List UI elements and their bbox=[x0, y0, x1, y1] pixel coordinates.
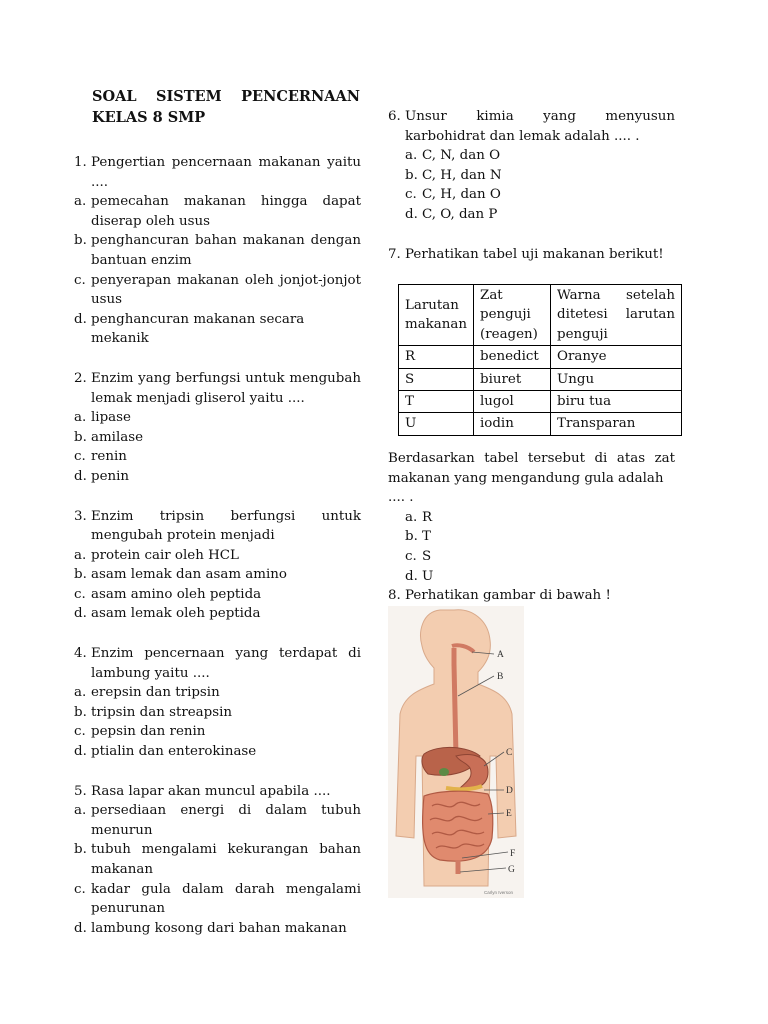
option-line: renin bbox=[91, 449, 127, 465]
option-line: menurun bbox=[91, 822, 153, 838]
table-cell: Transparan bbox=[551, 413, 682, 435]
option-line: tripsin dan streapsin bbox=[91, 704, 233, 720]
left-column bbox=[74, 153, 361, 938]
option bbox=[74, 604, 361, 624]
question-line: lemak menjadi gliserol yaitu .... bbox=[91, 390, 305, 406]
option-line: asam lemak dan asam amino bbox=[91, 567, 287, 583]
option bbox=[74, 408, 361, 428]
question-text: Perhatikan gambar di bawah ! bbox=[405, 588, 611, 604]
table-cell: biuret bbox=[474, 368, 551, 390]
figure-label: G bbox=[508, 865, 515, 875]
question-number: 4. bbox=[74, 646, 87, 662]
page-title bbox=[92, 86, 360, 128]
header-line: (reagen) bbox=[480, 326, 538, 342]
table-cell: T bbox=[399, 391, 474, 413]
option-letter: a. bbox=[74, 547, 87, 563]
option-letter: d. bbox=[74, 468, 87, 484]
question-8-stem bbox=[388, 586, 675, 606]
option-letter: b. bbox=[405, 529, 418, 545]
figure-label: C bbox=[506, 748, 513, 758]
question-7-followup bbox=[388, 449, 675, 606]
option-line: ptialin dan enterokinase bbox=[91, 744, 257, 760]
option-text: C, O, dan P bbox=[422, 206, 498, 222]
option-letter: b. bbox=[74, 429, 87, 445]
table-row bbox=[399, 368, 682, 390]
option-letter: b. bbox=[74, 704, 87, 720]
title-word: SISTEM bbox=[156, 88, 222, 105]
question-5 bbox=[74, 782, 361, 939]
question-stem bbox=[74, 782, 361, 802]
option-text: S bbox=[422, 548, 432, 564]
digestive-system-illustration bbox=[388, 606, 524, 898]
table-header-cell bbox=[399, 285, 474, 346]
option-letter: d. bbox=[74, 606, 87, 622]
option-letter: b. bbox=[74, 842, 87, 858]
option-letter: c. bbox=[74, 586, 86, 602]
figure-label: F bbox=[510, 849, 516, 859]
option-letter: c. bbox=[74, 449, 86, 465]
table-cell: benedict bbox=[474, 346, 551, 368]
title-word: PENCERNAAN bbox=[241, 88, 360, 105]
table-cell: Ungu bbox=[551, 368, 682, 390]
question-line: Berdasarkan tabel tersebut di atas zat bbox=[388, 451, 675, 466]
option bbox=[405, 547, 675, 567]
question-line: Enzim yang berfungsi untuk mengubah bbox=[91, 370, 361, 386]
question-line: lambung yaitu .... bbox=[91, 665, 210, 681]
question-6 bbox=[388, 107, 675, 225]
option-letter: a. bbox=[74, 685, 87, 701]
option-line: kadar gula dalam darah mengalami bbox=[91, 881, 361, 897]
table-row bbox=[399, 413, 682, 435]
header-line: Zat bbox=[480, 288, 503, 303]
option bbox=[74, 840, 361, 879]
question-7-stem bbox=[388, 245, 675, 265]
question-number: 8. bbox=[388, 588, 401, 604]
table-cell: iodin bbox=[474, 413, 551, 435]
option-line: penin bbox=[91, 468, 130, 484]
food-test-table bbox=[398, 284, 682, 436]
option-line: amilase bbox=[91, 429, 144, 445]
table-header-cell bbox=[474, 285, 551, 346]
question-text: Perhatikan tabel uji makanan berikut! bbox=[405, 247, 664, 262]
option-letter: a. bbox=[405, 148, 418, 164]
option-letter: d. bbox=[74, 311, 87, 327]
option bbox=[74, 703, 361, 723]
option bbox=[74, 585, 361, 605]
option-letter: c. bbox=[74, 272, 86, 288]
question-number: 3. bbox=[74, 508, 87, 524]
question-stem bbox=[74, 507, 361, 546]
option bbox=[74, 428, 361, 448]
option-letter: c. bbox=[74, 724, 86, 740]
option-letter: a. bbox=[74, 410, 87, 426]
table-cell: Oranye bbox=[551, 346, 682, 368]
header-line: Larutan bbox=[405, 297, 459, 313]
option-text: U bbox=[422, 568, 434, 584]
option-text: C, N, dan O bbox=[422, 148, 501, 164]
option bbox=[405, 527, 675, 547]
question-line: Enzim tripsin berfungsi untuk bbox=[91, 508, 361, 524]
option-line: penghancuran bahan makanan dengan bbox=[91, 233, 361, 249]
option-line: bantuan enzim bbox=[91, 252, 192, 268]
option bbox=[74, 231, 361, 270]
option-letter: c. bbox=[74, 881, 86, 897]
table-cell: S bbox=[399, 368, 474, 390]
title-word: SOAL bbox=[92, 88, 137, 105]
option-letter: d. bbox=[74, 744, 87, 760]
header-line: makanan bbox=[405, 317, 468, 333]
option bbox=[405, 185, 675, 205]
option-line: persediaan energi di dalam tubuh bbox=[91, 803, 361, 819]
figure-label: A bbox=[497, 650, 504, 660]
option-line: lambung kosong dari bahan makanan bbox=[91, 920, 347, 936]
option-line: lipase bbox=[91, 410, 131, 426]
option bbox=[405, 567, 675, 587]
question-4 bbox=[74, 644, 361, 762]
option-line: erepsin dan tripsin bbox=[91, 685, 220, 701]
question-number: 1. bbox=[74, 155, 87, 170]
figure-label: D bbox=[506, 786, 513, 796]
option-letter: d. bbox=[74, 920, 87, 936]
question-line: Pengertian pencernaan makanan yaitu bbox=[91, 155, 361, 170]
question-number: 6. bbox=[388, 109, 401, 124]
option-letter: a. bbox=[74, 803, 87, 819]
option-line: asam lemak oleh peptida bbox=[91, 606, 261, 622]
option bbox=[74, 801, 361, 840]
option bbox=[405, 508, 675, 528]
header-line: Warna setelah bbox=[557, 288, 675, 303]
table-header-row bbox=[399, 285, 682, 346]
option bbox=[74, 742, 361, 762]
question-number: 5. bbox=[74, 783, 87, 799]
question-1 bbox=[74, 153, 361, 349]
header-line: penguji bbox=[557, 326, 608, 342]
option-line: penurunan bbox=[91, 901, 166, 917]
option-line: penghancuran makanan secara mekanik bbox=[91, 311, 305, 347]
question-stem bbox=[74, 369, 361, 408]
option bbox=[74, 447, 361, 467]
figure-label: E bbox=[506, 809, 512, 819]
title-subtitle: KELAS 8 SMP bbox=[92, 109, 206, 126]
question-line: .... bbox=[91, 174, 109, 190]
option-letter: a. bbox=[74, 194, 87, 210]
option bbox=[74, 565, 361, 585]
digestive-system-figure bbox=[388, 606, 524, 898]
option-letter: b. bbox=[74, 233, 87, 249]
table-cell: U bbox=[399, 413, 474, 435]
option bbox=[74, 546, 361, 566]
option-letter: a. bbox=[405, 509, 418, 525]
option bbox=[74, 880, 361, 919]
option-text: R bbox=[422, 509, 433, 525]
table-cell: R bbox=[399, 346, 474, 368]
option bbox=[74, 310, 361, 349]
figure-label: B bbox=[497, 672, 504, 682]
option bbox=[74, 919, 361, 939]
header-line: penguji bbox=[480, 307, 531, 323]
question-2 bbox=[74, 369, 361, 487]
question-line: Rasa lapar akan muncul apabila .... bbox=[91, 783, 331, 799]
option bbox=[74, 722, 361, 742]
option bbox=[74, 192, 361, 231]
table-row bbox=[399, 391, 682, 413]
table-row bbox=[399, 346, 682, 368]
option-line: penyerapan makanan oleh jonjot-jonjot bbox=[91, 272, 361, 288]
option-line: pemecahan makanan hingga dapat bbox=[91, 194, 361, 210]
table-header-cell bbox=[551, 285, 682, 346]
option-line: protein cair oleh HCL bbox=[91, 547, 239, 563]
header-line: ditetesi larutan bbox=[557, 307, 675, 323]
option-line: asam amino oleh peptida bbox=[91, 586, 262, 602]
option-letter: c. bbox=[405, 187, 417, 203]
question-line: karbohidrat dan lemak adalah .... . bbox=[405, 128, 640, 144]
option bbox=[74, 271, 361, 310]
question-number: 2. bbox=[74, 370, 87, 386]
option-letter: d. bbox=[405, 206, 418, 222]
option-letter: b. bbox=[405, 167, 418, 183]
option-line: pepsin dan renin bbox=[91, 724, 206, 740]
option-line: usus bbox=[91, 292, 122, 308]
question-stem bbox=[388, 107, 675, 146]
figure-credit: Carlyn Iverson bbox=[484, 890, 514, 895]
question-line: makanan yang mengandung gula adalah .... . bbox=[388, 470, 664, 506]
table-cell: lugol bbox=[474, 391, 551, 413]
option-line: makanan bbox=[91, 862, 154, 877]
option bbox=[405, 146, 675, 166]
option bbox=[74, 683, 361, 703]
option bbox=[405, 205, 675, 225]
question-line: mengubah protein menjadi bbox=[91, 528, 275, 544]
option-letter: c. bbox=[405, 548, 417, 564]
option-line: diserap oleh usus bbox=[91, 213, 211, 229]
option-line: tubuh mengalami kekurangan bahan bbox=[91, 842, 361, 858]
question-stem bbox=[74, 153, 361, 192]
option-letter: b. bbox=[74, 567, 87, 583]
table-cell: biru tua bbox=[551, 391, 682, 413]
option-text: C, H, dan N bbox=[422, 167, 502, 183]
question-number: 7. bbox=[388, 247, 401, 262]
option-letter: d. bbox=[405, 568, 418, 584]
option-text: C, H, dan O bbox=[422, 187, 501, 203]
question-line: Enzim pencernaan yang terdapat di bbox=[91, 646, 361, 662]
question-3 bbox=[74, 507, 361, 625]
question-line: Unsur kimia yang menyusun bbox=[405, 109, 675, 124]
option bbox=[74, 467, 361, 487]
option-text: T bbox=[422, 529, 431, 545]
option bbox=[405, 166, 675, 186]
question-stem bbox=[74, 644, 361, 683]
